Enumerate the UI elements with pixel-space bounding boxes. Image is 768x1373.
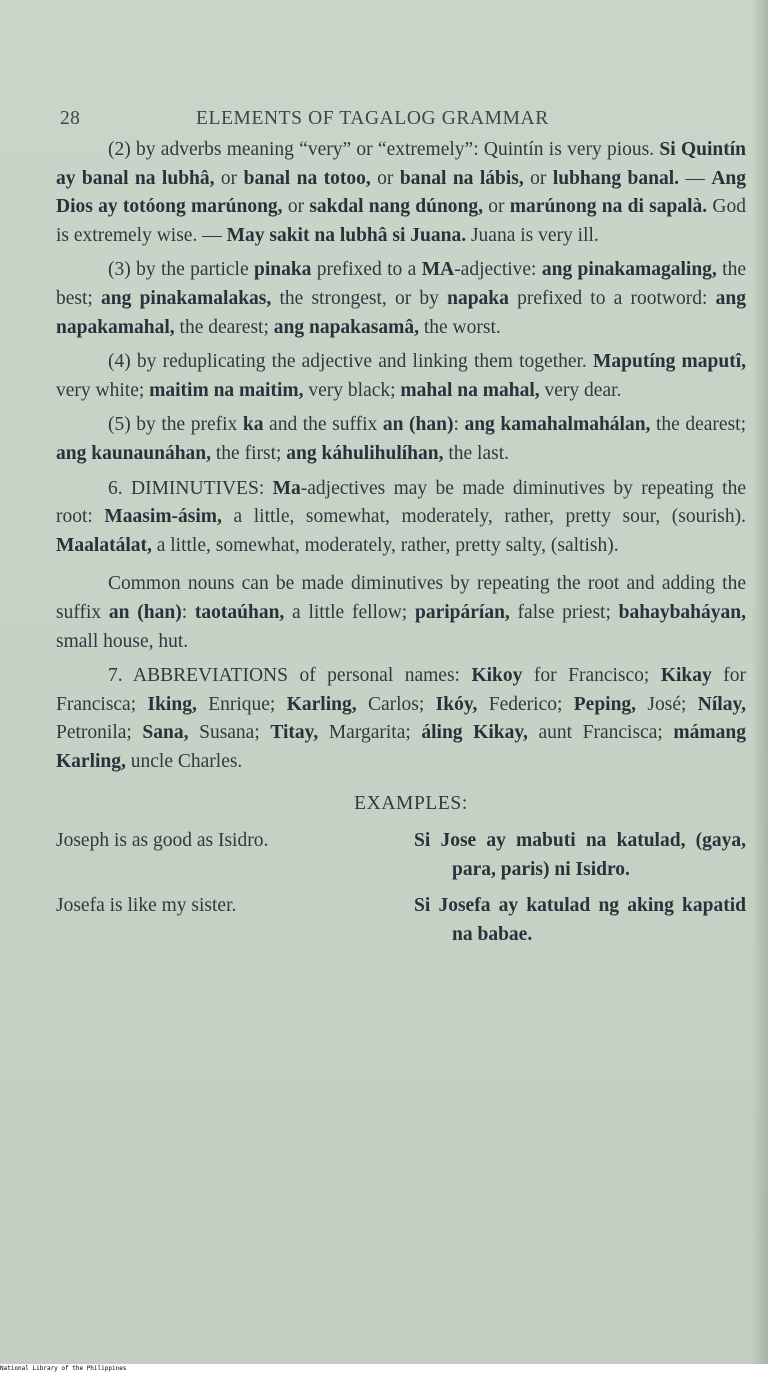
paragraph-common-nouns: Common nouns can be made diminutives by repeating the root and adding the suffix an (han): taotaúhan, a little fellow; paripárían, false priest; bahaybaháyan, small house, hut. bbox=[56, 573, 746, 652]
example-english: Joseph is as good as Isidro. bbox=[56, 830, 269, 852]
examples-heading: EXAMPLES: bbox=[354, 793, 468, 815]
example-tagalog: Si Josefa ay katulad ng aking kapatid na babae. bbox=[414, 895, 746, 945]
page-number: 28 bbox=[60, 108, 81, 129]
paragraph-pinaka: (3) by the particle pinaka prefixed to a MA-adjective: ang pinakamagaling, the best; ang pinakamalakas, the strongest, or by napaka prefixed to a rootword: ang napakamahal, the dearest; ang napakasamâ, the worst. bbox=[56, 259, 746, 338]
library-credit: National Library of the Philippines bbox=[0, 1365, 127, 1372]
paragraph-reduplication: (4) by reduplicating the adjective and linking them together. Maputíng maputî, very white; maitim na maitim, very black; mahal na mahal, very dear. bbox=[56, 351, 746, 401]
example-row bbox=[56, 827, 746, 884]
example-row bbox=[56, 892, 746, 949]
running-head bbox=[56, 100, 746, 136]
paragraph-adverbs: (2) by adverbs meaning “very” or “extremely”: Quintín is very pious. Si Quintín ay banal na lubhâ, or banal na totoo, or banal na lábis, or lubhang banal. — Ang Dios ay totóong marúnong, or sakdal nang dúnong, or marúnong na di sapalà. God is extremely wise. — May sakit na lubhâ si Juana. Juana is very ill. bbox=[56, 139, 747, 246]
paragraph-prefix-ka: (5) by the prefix ka and the suffix an (han): ang kamahalmahálan, the dearest; ang kaunaunáhan, the first; ang káhulihulíhan, the last. bbox=[56, 414, 746, 464]
paragraph-diminutives: 6. DIMINUTIVES: Ma-adjectives may be made diminutives by repeating the root: Maasim-ásim, a little, somewhat, moderately, rather, pretty sour, (sourish). Maalatálat, a little, somewhat, moderately, rather, pretty salty, (saltish). bbox=[56, 477, 746, 556]
page-edge-shadow bbox=[752, 0, 768, 1364]
book-title: ELEMENTS OF TAGALOG GRAMMAR bbox=[196, 108, 549, 129]
paragraph-abbreviations: 7. ABBREVIATIONS of personal names: Kikoy for Francisco; Kikay for Francisca; Iking, Enrique; Karling, Carlos; Ikóy, Federico; Peping, José; Nílay, Petronila; Sana, Susana; Titay, Margarita; áling Kikay, aunt Francisca; mámang Karling, uncle Charles. bbox=[56, 665, 746, 772]
example-english: Josefa is like my sister. bbox=[56, 895, 237, 917]
example-tagalog: Si Jose ay mabuti na katulad, (gaya, para, paris) ni Isidro. bbox=[414, 830, 746, 880]
page-content bbox=[56, 100, 746, 949]
